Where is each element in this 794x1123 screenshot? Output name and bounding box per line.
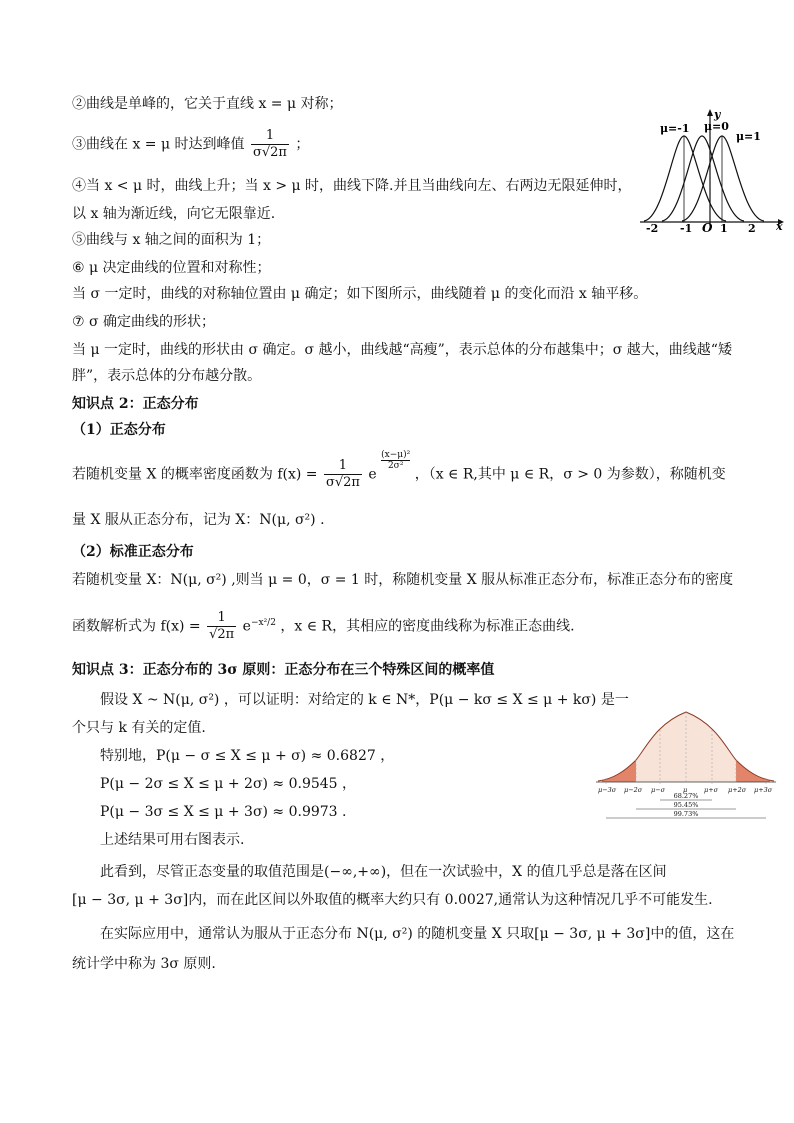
tick-neg1: -1 — [680, 222, 693, 234]
standard-pdf — [72, 610, 575, 643]
tick-mu: μ — [683, 786, 688, 794]
property-5: ⑤曲线与 x 轴之间的面积为 1； — [72, 232, 271, 248]
tick-mu-2sigma: μ−2σ — [624, 786, 643, 794]
standard-definition: 若随机变量 X：N(μ, σ²) ,则当 μ = 0，σ = 1 时，称随机变量 X 服从标准正态分布，标准正态分布的密度 — [72, 572, 734, 588]
std-pdf-text-end: ，x ∈ R，其相应的密度曲线称为标准正态曲线. — [280, 618, 575, 635]
tick-1: 1 — [720, 222, 728, 234]
std-pdf-denominator: √2π — [209, 627, 235, 642]
std-pdf-exp-base: e — [242, 618, 251, 635]
mu-label-1: μ=1 — [736, 130, 761, 143]
range-3sigma-label: 99.73% — [673, 810, 699, 818]
property-7-desc: 当 μ 一定时，曲线的形状由 σ 确定。σ 越小，曲线越“高瘦”，表示总体的分布越集中；σ 越大，曲线越“矮 — [72, 342, 732, 358]
subheading-normal: （1）正态分布 — [72, 422, 166, 438]
pdf-fraction — [324, 458, 362, 491]
figure-reference: 上述结果可用右图表示. — [100, 832, 245, 848]
x-axis-label: x — [776, 220, 783, 233]
range-2sigma-label: 95.45% — [673, 801, 699, 809]
section-heading-3: 知识点 3：正态分布的 3σ 原则：正态分布在三个特殊区间的概率值 — [72, 662, 495, 678]
y-axis-label: y — [714, 108, 721, 121]
property-4: ④当 x < μ 时，曲线上升；当 x > μ 时，曲线下降.并且当曲线向左、右两边无限延伸时， — [72, 178, 632, 194]
tick-mu+sigma: μ+σ — [704, 786, 719, 794]
peak-numerator: 1 — [251, 128, 289, 145]
std-pdf-fraction — [207, 610, 236, 643]
three-sigma-intro: 假设 X ~ N(μ, σ²) ，可以证明：对给定的 k ∈ N*，P(μ − kσ ≤ X ≤ μ + kσ) 是一 — [100, 692, 629, 708]
three-sigma-intro-cont: 个只与 k 有关的定值. — [72, 720, 206, 736]
property-3 — [72, 128, 309, 161]
std-pdf-numerator: 1 — [207, 610, 236, 627]
prob-2sigma: P(μ − 2σ ≤ X ≤ μ + 2σ) ≈ 0.9545 ， — [100, 776, 357, 792]
prob-1sigma: 特别地，P(μ − σ ≤ X ≤ μ + σ) ≈ 0.6827 ， — [100, 748, 395, 764]
property-6: ⑥ μ 决定曲线的位置和对称性； — [72, 260, 271, 276]
property-7-desc-cont: 胖”，表示总体的分布越分散。 — [72, 368, 262, 384]
property-7: ⑦ σ 确定曲线的形状； — [72, 314, 216, 330]
normal-curves-figure — [636, 106, 786, 234]
tick-mu-sigma: μ−σ — [651, 786, 666, 794]
property-3-text: ③曲线在 x = μ 时达到峰值 — [72, 136, 245, 153]
section-heading-2: 知识点 2：正态分布 — [72, 396, 199, 412]
pdf-exp-base: e — [368, 466, 377, 483]
pdf-denominator: σ√2π — [325, 475, 360, 490]
peak-fraction — [251, 128, 289, 161]
pdf-numerator: 1 — [324, 458, 362, 475]
pdf-text-start: 若随机变量 X 的概率密度函数为 f(x) = — [72, 466, 318, 483]
property-6-desc: 当 σ 一定时，曲线的对称轴位置由 μ 确定；如下图所示，曲线随着 μ 的变化而沿 x 轴平移。 — [72, 286, 648, 302]
pdf-exponent-num: (x−μ)² — [381, 450, 411, 460]
prob-3sigma: P(μ − 3σ ≤ X ≤ μ + 3σ) ≈ 0.9973 . — [100, 804, 347, 820]
three-sigma-figure — [594, 704, 778, 826]
tick-mu+3sigma: μ+3σ — [754, 786, 773, 794]
y-axis-arrow-icon — [707, 109, 713, 116]
subheading-standard: （2）标准正态分布 — [72, 544, 194, 560]
tick-mu-3sigma: μ−3σ — [598, 786, 617, 794]
property-2: ②曲线是单峰的，它关于直线 x = μ 对称； — [72, 96, 343, 112]
pdf-exponent — [381, 450, 410, 471]
range-statement-cont: [μ − 3σ, μ + 3σ]内，而在此区间以外取值的概率大约只有 0.0027,通常认为这种情况几乎不可能发生. — [72, 892, 713, 908]
std-pdf-text-start: 函数解析式为 f(x) = — [72, 618, 201, 635]
range-1sigma-label: 68.27% — [673, 792, 699, 800]
peak-denominator: σ√2π — [252, 145, 287, 160]
tick-2: 2 — [748, 222, 756, 234]
curve-mu-0 — [662, 136, 744, 221]
std-pdf-exponent: −x²/2 — [250, 617, 276, 628]
application-statement: 在实际应用中，通常认为服从于正态分布 N(μ, σ²) 的随机变量 X 只取[μ − 3σ, μ + 3σ]中的值，这在 — [100, 926, 735, 942]
origin-label: O — [702, 221, 713, 234]
pdf-exponent-den: 2σ² — [387, 461, 404, 471]
notation-line: 量 X 服从正态分布，记为 X：N(μ, σ²) . — [72, 512, 325, 528]
center-right-shade — [686, 712, 736, 782]
property-3-end: ； — [295, 136, 310, 153]
mu-label-neg1: μ=-1 — [660, 122, 690, 135]
pdf-text-end: ，（x ∈ R,其中 μ ∈ R，σ > 0 为参数），称随机变 — [414, 466, 726, 483]
tick-neg2: -2 — [646, 222, 659, 234]
property-4-cont: 以 x 轴为渐近线，向它无限靠近. — [72, 206, 276, 222]
mu-label-0: μ=0 — [704, 120, 729, 133]
range-statement: 此看到，尽管正态变量的取值范围是(−∞,+∞)，但在一次试验中，X 的值几乎总是落在区间 — [100, 864, 667, 880]
tick-mu+2sigma: μ+2σ — [728, 786, 747, 794]
pdf-definition — [72, 450, 726, 491]
application-statement-cont: 统计学中称为 3σ 原则. — [72, 956, 216, 972]
center-left-shade — [636, 712, 686, 782]
